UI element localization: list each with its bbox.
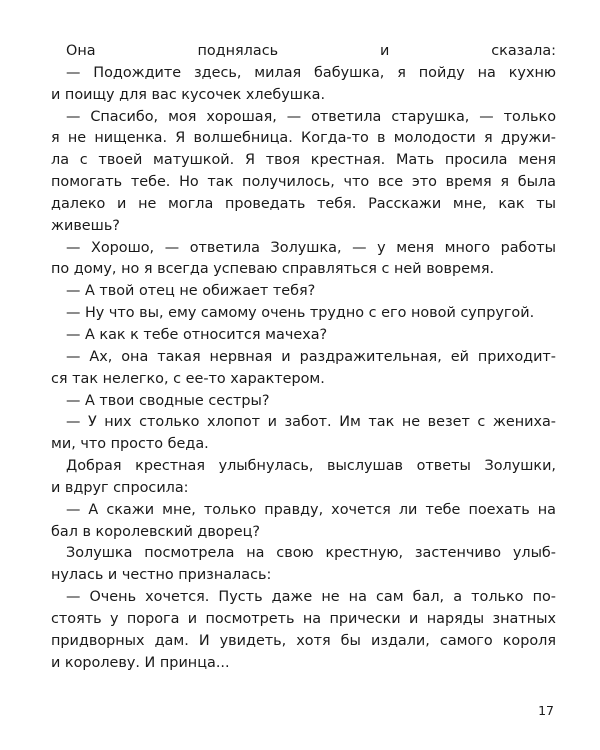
- text-line: — Спасибо, моя хорошая, — ответила старушка, — только: [66, 108, 556, 125]
- text-line: Добрая крестная улыбнулась, выслушав ответы Золушки,: [66, 458, 556, 475]
- text-line: стоять у порога и посмотреть на прически и наряды знатных: [51, 610, 556, 627]
- text-line: — Подождите здесь, милая бабушка, я пойду на кухню: [66, 64, 556, 81]
- text-line: Она поднялась и сказала:: [66, 43, 556, 59]
- text-line: — Ну что вы, ему самому очень трудно с его новой супругой.: [66, 305, 535, 322]
- text-line: и поищу для вас кусочек хлебушка.: [51, 86, 326, 103]
- text-line: — А твой отец не обижает тебя?: [66, 283, 316, 300]
- text-line: ся так нелегко, с ее-то характером.: [51, 370, 325, 387]
- text-line: и вдруг спросила:: [51, 479, 189, 496]
- text-line: и королеву. И принца...: [51, 654, 230, 671]
- text-line: — А как к тебе относится мачеха?: [66, 326, 328, 343]
- story-text: [51, 41, 556, 674]
- text-line: живешь?: [51, 217, 120, 234]
- text-line: — Хорошо, — ответила Золушка, — у меня много работы: [66, 239, 556, 256]
- text-line: — А твои сводные сестры?: [66, 392, 270, 409]
- text-line: — У них столько хлопот и забот. Им так не везет с жениха-: [66, 414, 556, 431]
- text-line: — А скажи мне, только правду, хочется ли тебе поехать на: [66, 501, 556, 518]
- text-line: ми, что просто беда.: [51, 436, 209, 453]
- text-line: помогать тебе. Но так получилось, что все это время я была: [51, 174, 556, 191]
- text-line: нулась и честно призналась:: [51, 567, 272, 584]
- text-line: — Очень хочется. Пусть даже не на сам бал, а только по-: [66, 589, 556, 606]
- text-line: я не нищенка. Я волшебница. Когда-то в молодости я дружи-: [51, 130, 556, 147]
- text-line: — Ах, она такая нервная и раздражительная, ей приходит-: [66, 348, 556, 365]
- text-line: Золушка посмотрела на свою крестную, застенчиво улыб-: [66, 545, 556, 562]
- page-number: 17: [538, 703, 554, 718]
- text-line: придворных дам. И увидеть, хотя бы издали, самого короля: [51, 632, 556, 649]
- text-line: ла с твоей матушкой. Я твоя крестная. Мать просила меня: [51, 152, 556, 169]
- text-line: по дому, но я всегда успеваю справляться с ней вовремя.: [51, 261, 495, 278]
- text-line: бал в королевский дворец?: [51, 523, 261, 540]
- text-line: далеко и не могла проведать тебя. Расскажи мне, как ты: [51, 195, 556, 212]
